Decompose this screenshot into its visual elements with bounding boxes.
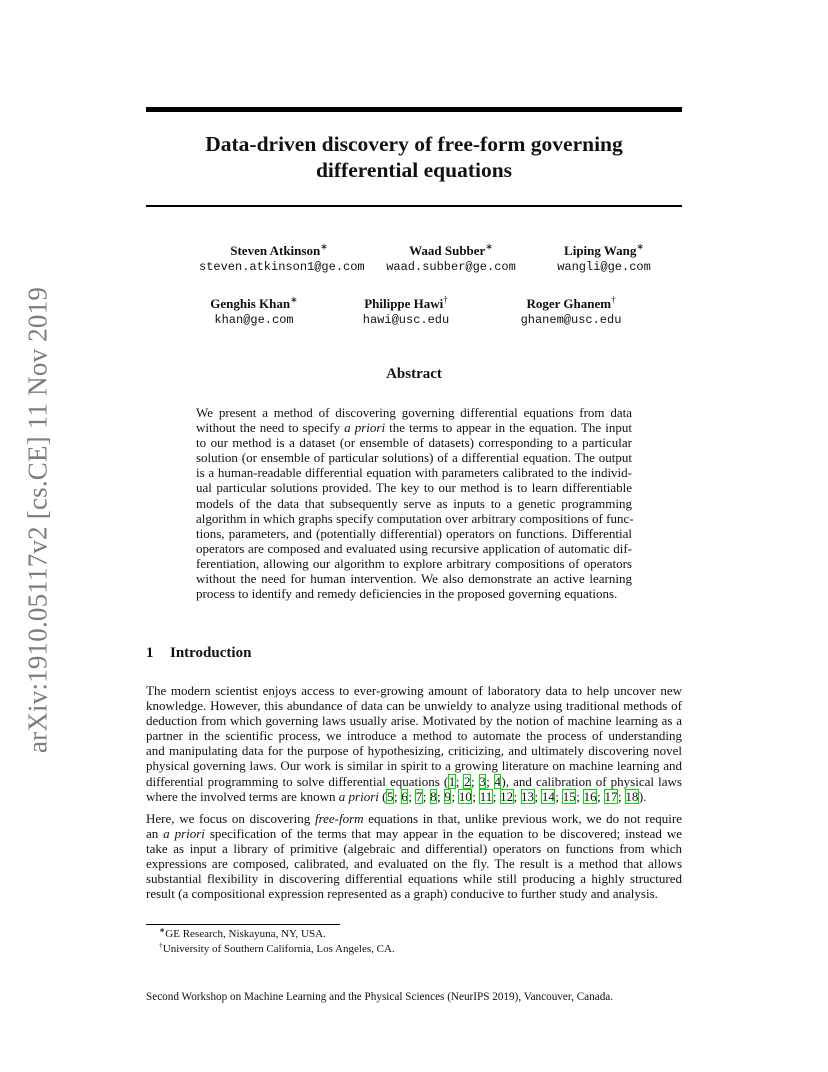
section-heading [146,643,251,663]
paragraph-line: knowledge. However, this abundance of data can be unwieldy to analyze using traditional methods of [146,698,682,714]
author-name: Liping Wang [564,243,637,258]
section-number: 1 [146,645,154,661]
italic-term: a priori [163,826,205,842]
author-block [548,243,660,275]
abstract-line: without the need for human intervention. We also demonstrate an active learning [196,571,632,587]
abstract-line: is a human-readable differential equation with parameters calibrated to the individ- [196,465,632,481]
abstract-line: ual particular solutions provided. The key to our method is to learn differentiable [196,480,632,496]
paragraph-line: expressions are composed, calibrated, and evaluated on the fly. The result is a method that allows [146,856,682,872]
citation-link[interactable]: 13 [521,788,534,804]
author-email[interactable]: waad.subber@ge.com [386,260,516,274]
paragraph-line: physical governing laws. Our work is similar in spirit to a growing literature on machine learning and [146,758,682,774]
footnote [159,942,395,956]
paragraph-line: an a priori specification of the terms that may appear in the equation to be discovered; instead we [146,826,682,842]
affiliation-mark: † [611,294,616,305]
author-name: Steven Atkinson [230,243,321,258]
author-email[interactable]: wangli@ge.com [557,260,651,274]
author-block [199,241,365,275]
abstract-line: without the need to specify a priori the terms to appear in the equation. The input [196,420,632,436]
paragraph-line: result (a compositional expression represented as a graph) conducive to further study and analysis. [146,886,658,902]
italic-term: free-form [314,811,364,826]
arxiv-identifier: arXiv:1910.05117v2 [cs.CE] 11 Nov 2019 [22,286,53,754]
citation-link[interactable]: 7 [415,788,423,804]
paragraph-line: substantial flexibility in discovering differential equations while still producing a highly structured [146,871,682,887]
author-block [196,296,312,328]
paragraph-line: deduction from which governing laws usually arise. Motivated by the notion of machine learning as a [146,713,682,729]
author-email[interactable]: khan@ge.com [214,313,294,327]
paragraph-line: Here, we focus on discovering free-form equations in that, unlike previous work, we do not require [146,811,682,826]
section-title: Introduction [170,645,252,661]
paper-title [146,131,682,183]
affiliation-mark: ∗ [320,241,328,252]
abstract-line: ferentiation, allowing our algorithm to explore arbitrary compositions of operators [196,555,632,571]
intro-paragraph-1 [146,683,682,804]
abstract-line: operators are composed and evaluated using recursive application of automatic dif- [196,540,632,556]
citation-link[interactable]: 15 [562,788,576,804]
author-name: Waad Subber [409,243,486,258]
abstract-line: solution (or ensemble of particular solutions) of a differential equation. The output [196,450,632,466]
abstract-line: models of the data that subsequently serve as inputs to a genetic programming [196,495,632,511]
intro-paragraph-2 [146,811,682,902]
abstract-line: process to identify and remedy deficiencies in the proposed governing equations. [196,586,618,602]
citation-link[interactable]: 1 [448,773,456,789]
citation-link[interactable]: 5 [386,788,394,804]
citation-link[interactable]: 4 [494,773,501,789]
abstract-line: We present a method of discovering governing differential equations from data [196,405,632,420]
citation-link[interactable]: 17 [604,788,618,804]
citation-link[interactable]: 2 [463,773,471,789]
paragraph-line: partner in the scientific process, we introduce a method to automate the process of understanding [146,728,682,744]
title-top-rule [146,107,682,112]
citation-link[interactable]: 11 [479,788,493,804]
author-name: Roger Ghanem [526,296,612,311]
paragraph-line: where the involved terms are known a priori (5; 6; 7; 8; 9; 10; 11; 12; 13; 14; 15; 16; 17; 18). [146,788,647,804]
citation-link[interactable]: 14 [541,788,555,804]
abstract-line: algorithm in which graphs specify computation over arbitrary compositions of func- [196,510,634,526]
title-line: Data-driven discovery of free-form governing [205,132,623,156]
abstract-line: tions, parameters, and (potentially differential) operators on functions. Differential [196,525,632,541]
affiliation-mark: ∗ [636,241,644,252]
citation-link[interactable]: 6 [401,788,408,804]
author-block [372,243,530,275]
author-email[interactable]: hawi@usc.edu [362,313,450,327]
citation-link[interactable]: 10 [458,788,472,804]
paragraph-line: The modern scientist enjoys access to ever-growing amount of laboratory data to help uncover new [146,683,682,698]
abstract-line: to our method is a dataset (or ensemble of datasets) corresponding to a particular [196,435,632,451]
footnote-text: GE Research, Niskayuna, NY, USA. [165,928,326,940]
affiliation-mark: † [443,294,448,305]
title-line: differential equations [315,158,513,182]
italic-term: a priori [338,788,379,804]
author-email[interactable]: ghanem@usc.edu [520,313,622,327]
italic-term: a priori [344,420,386,436]
paragraph-line: take as input a library of primitive (algebraic and differential) operators on functions from which [146,841,682,857]
footnote [159,927,326,941]
abstract-heading: Abstract [386,366,442,382]
affiliation-mark: ∗ [290,294,298,305]
citation-link[interactable]: 8 [430,788,437,804]
author-name: Genghis Khan [210,296,291,311]
author-name: Philippe Hawi [364,296,444,311]
citation-link[interactable]: 9 [444,788,451,804]
footnote-text: University of Southern California, Los Angeles, CA. [162,943,395,955]
citation-link[interactable]: 12 [500,788,514,804]
paragraph-line: differential programming to solve differential equations (1; 2; 3; 4), and calibration of physical laws [146,773,682,789]
title-bottom-rule [146,205,682,207]
citation-link[interactable]: 16 [583,788,597,804]
author-block [350,296,462,328]
footnote-mark: ∗ [159,925,166,935]
abstract-text [196,405,632,601]
footnote-rule [146,924,340,925]
footnote-mark: † [159,940,163,950]
venue-footer: Second Workshop on Machine Learning and the Physical Sciences (NeurIPS 2019), Vancouver, Canada. [146,991,614,1003]
paragraph-line: and manipulating data for the purpose of hypothesizing, criticizing, and ultimately discovering novel [146,743,682,759]
author-block [511,296,631,328]
affiliation-mark: ∗ [485,241,493,252]
citation-link[interactable]: 3 [479,773,486,789]
citation-link[interactable]: 18 [625,788,639,804]
author-email[interactable]: steven.atkinson1@ge.com [199,260,365,274]
